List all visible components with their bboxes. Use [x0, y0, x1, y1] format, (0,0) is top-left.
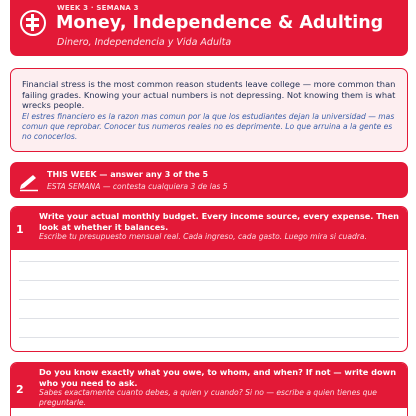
money-symbol-icon: [20, 10, 46, 36]
question-card-1: [10, 206, 408, 352]
question-text-spanish: Sabes exactamente cuanto debes, a quien y cuando? Si no — escribe a quien tienes que preguntarle.: [39, 388, 377, 407]
writing-line: [19, 337, 399, 338]
page-header: [10, 0, 408, 56]
intro-text-english: Financial stress is the most common reason students leave college — more common than failing grades. Knowing your actual numbers is not depressing. Not knowing them is what wrecks people.: [22, 79, 396, 111]
question-number: 1: [16, 223, 24, 236]
writing-line: [19, 318, 399, 319]
this-week-banner: [10, 162, 408, 198]
week-label: WEEK 3 · SEMANA 3: [57, 4, 139, 12]
page-subtitle: Dinero, Independencia y Vida Adulta: [57, 37, 232, 48]
pencil-icon: [18, 170, 40, 192]
question-text-english: Do you know exactly what you owe, to whom, and when? If not — write down who you need to ask.: [39, 367, 397, 388]
page-title: Money, Independence & Adulting: [56, 13, 384, 33]
question-header: [11, 207, 407, 250]
answer-area[interactable]: [11, 250, 407, 352]
writing-line: [19, 299, 399, 300]
question-text-english: Write your actual monthly budget. Every income source, every expense. Then look at whether it balances.: [39, 211, 400, 232]
this-week-instruction: THIS WEEK — answer any 3 of the 5: [47, 170, 209, 179]
intro-text-spanish: El estres financiero es la razon mas comun por la que los estudiantes dejan la universidad — mas comun que reprobar. Conocer tus numeros reales no es deprimente. Lo que arruina a la gente es no conocerlos.: [22, 111, 395, 141]
intro-box: [10, 68, 408, 152]
question-text-spanish: Escribe tu presupuesto mensual real. Cada ingreso, cada gasto. Luego mira si cuadra.: [39, 232, 367, 241]
this-week-instruction-spanish: ESTA SEMANA — contesta cualquiera 3 de las 5: [47, 182, 228, 191]
question-card-2: [10, 362, 408, 416]
writing-line: [19, 280, 399, 281]
writing-line: [19, 261, 399, 262]
question-number: 2: [16, 383, 24, 396]
question-header: [11, 363, 407, 408]
